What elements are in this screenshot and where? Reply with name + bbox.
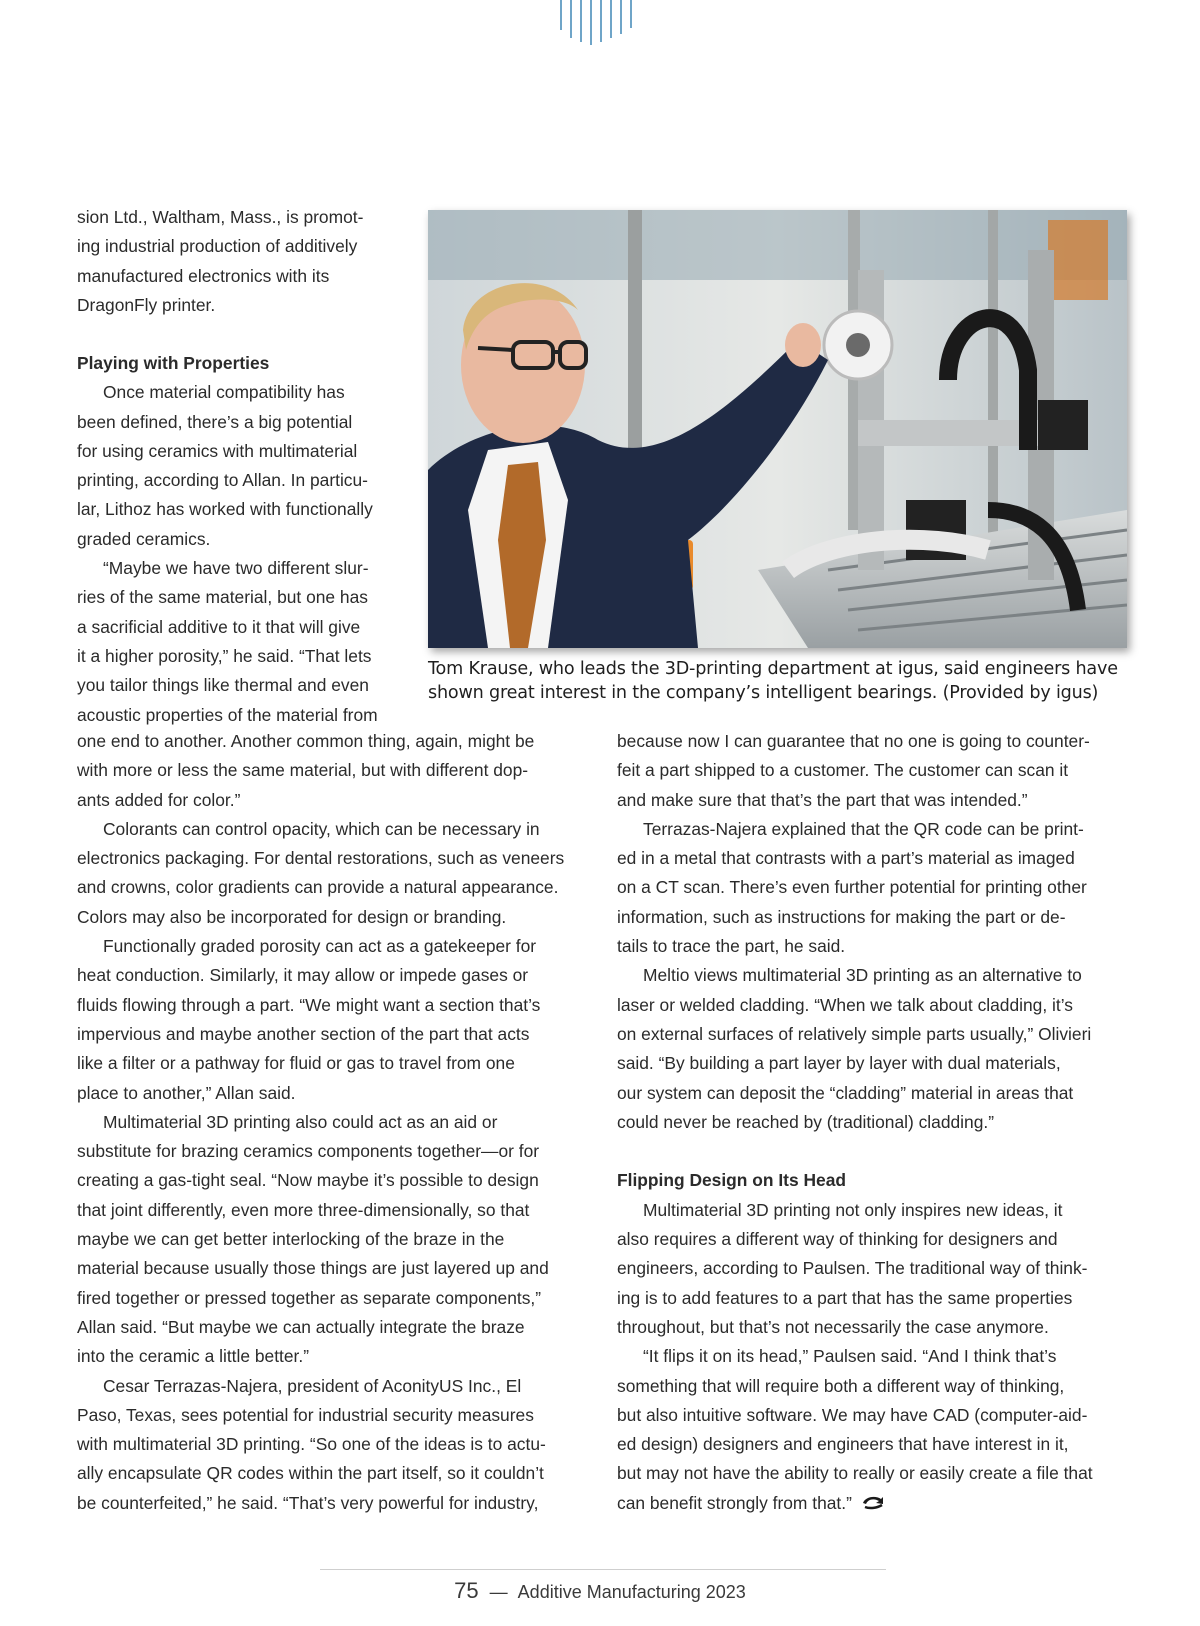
right-column (617, 727, 1157, 1518)
text-line: creating a gas-tight seal. “Now maybe it’s possible to design (77, 1170, 539, 1191)
text-line: it a higher porosity,” he said. “That lets (77, 645, 372, 666)
text-line: electronics packaging. For dental restorations, such as veneers (77, 848, 565, 869)
text-line: Multimaterial 3D printing not only inspires new ideas, it (643, 1199, 1063, 1220)
text-line: but also intuitive software. We may have CAD (computer-aid- (617, 1404, 1088, 1425)
text-line: substitute for brazing ceramics components together—or for (77, 1141, 540, 1162)
text-line: “It flips it on its head,” Paulsen said. “And I think that’s (643, 1346, 1057, 1367)
text-line: because now I can guarantee that no one is going to counter- (617, 731, 1090, 751)
text-line: acoustic properties of the material from (77, 704, 378, 725)
text-line: heat conduction. Similarly, it may allow or impede gases or (77, 965, 529, 986)
text-line: Allan said. “But maybe we can actually integrate the braze (77, 1316, 525, 1337)
text-line: engineers, according to Paulsen. The traditional way of think- (617, 1258, 1088, 1279)
page-footer (0, 1578, 1200, 1604)
text-line: Paso, Texas, sees potential for industrial security measures (77, 1404, 534, 1425)
text-line: ries of the same material, but one has (77, 587, 368, 608)
end-mark-icon (861, 1495, 885, 1511)
text-line: Colorants can control opacity, which can be necessary in (103, 818, 540, 839)
spacer (617, 1137, 1157, 1166)
text-line: material because usually those things are just layered up and (77, 1258, 549, 1279)
text-line: ed design) designers and engineers that have interest in it, (617, 1434, 1069, 1455)
text-line: been defined, there’s a big potential (77, 411, 353, 432)
text-line: printing, according to Allan. In particu- (77, 470, 368, 491)
text-line: lar, Lithoz has worked with functionally (77, 499, 373, 520)
footer-separator: — (489, 1582, 508, 1602)
text-line: maybe we can get better interlocking of the braze in the (77, 1229, 505, 1250)
text-line: information, such as instructions for making the part or de- (617, 906, 1066, 927)
text-line: tails to trace the part, he said. (617, 936, 846, 957)
text-line: manufactured electronics with its (77, 265, 330, 286)
text-line: into the ceramic a little better.” (77, 1346, 309, 1367)
section-heading: Flipping Design on Its Head (617, 1170, 846, 1191)
text-line: can benefit strongly from that.” (617, 1492, 852, 1513)
text-line: our system can deposit the “cladding” material in areas that (617, 1082, 1074, 1103)
section-heading: Playing with Properties (77, 353, 270, 373)
text-line: Colors may also be incorporated for design or branding. (77, 906, 507, 927)
photo-caption: Tom Krause, who leads the 3D-printing department at igus, said engineers have shown great interest in the company’s intelligent bearings. (Provided by igus) (428, 659, 1118, 703)
text-line: fired together or pressed together as separate components,” (77, 1287, 542, 1308)
text-line: like a filter or a pathway for fluid or gas to travel from one (77, 1053, 515, 1074)
top-decoration (560, 0, 640, 48)
section-playing-with-properties (77, 349, 422, 730)
text-line: with more or less the same material, but with different dop- (77, 760, 529, 781)
text-line: also requires a different way of thinking for designers and (617, 1229, 1058, 1250)
text-line: ing is to add features to a part that has the same properties (617, 1287, 1073, 1308)
text-line: ally encapsulate QR codes within the part itself, so it couldn’t (77, 1463, 544, 1484)
text-line: one end to another. Another common thing, again, might be (77, 731, 535, 751)
text-line: Functionally graded porosity can act as a gatekeeper for (103, 936, 537, 957)
text-line: Meltio views multimaterial 3D printing as an alternative to (643, 965, 1082, 986)
text-line: and make sure that that’s the part that was intended.” (617, 789, 1028, 810)
text-line: on a CT scan. There’s even further potential for printing other (617, 877, 1087, 898)
text-line: with multimaterial 3D printing. “So one of the ideas is to actu- (77, 1434, 546, 1455)
text-line: feit a part shipped to a customer. The customer can scan it (617, 760, 1069, 781)
footer-rule (320, 1569, 886, 1570)
text-line: be counterfeited,” he said. “That’s very powerful for industry, (77, 1492, 539, 1513)
left-column (77, 727, 587, 1518)
text-line: ing industrial production of additively (77, 236, 358, 257)
text-line: Multimaterial 3D printing also could act as an aid or (103, 1111, 498, 1132)
text-line: and crowns, color gradients can provide a natural appearance. (77, 877, 559, 898)
text-line: sion Ltd., Waltham, Mass., is promot- (77, 207, 364, 227)
text-line: graded ceramics. (77, 528, 211, 549)
text-line: impervious and maybe another section of the part that acts (77, 1023, 530, 1044)
text-line: fluids flowing through a part. “We might want a section that’s (77, 994, 541, 1015)
text-line: place to another,” Allan said. (77, 1082, 296, 1103)
text-line: Terrazas-Najera explained that the QR code can be print- (643, 818, 1084, 839)
text-line: DragonFly printer. (77, 294, 216, 315)
publication-name: Additive Manufacturing 2023 (517, 1582, 746, 1602)
text-line: on external surfaces of relatively simple parts usually,” Olivieri (617, 1023, 1092, 1044)
photo-illustration (428, 210, 1127, 648)
text-line: ed in a metal that contrasts with a part’s material as imaged (617, 848, 1075, 869)
text-line: that joint differently, even more three-dimensionally, so that (77, 1199, 530, 1220)
text-line: laser or welded cladding. “When we talk about cladding, it’s (617, 994, 1073, 1015)
text-line: “Maybe we have two different slur- (103, 558, 369, 579)
text-line: but may not have the ability to really or easily create a file that (617, 1463, 1093, 1484)
text-line: Cesar Terrazas-Najera, president of AconityUS Inc., El (103, 1375, 522, 1396)
photo (428, 210, 1127, 648)
text-line: throughout, but that’s not necessarily the case anymore. (617, 1316, 1049, 1337)
text-line: a sacrificial additive to it that will give (77, 616, 361, 637)
text-line: something that will require both a different way of thinking, (617, 1375, 1065, 1396)
text-line: you tailor things like thermal and even (77, 675, 369, 696)
intro-paragraph (77, 203, 417, 320)
page-number: 75 (454, 1578, 479, 1603)
text-line: said. “By building a part layer by layer with dual materials, (617, 1053, 1061, 1074)
text-line: for using ceramics with multimaterial (77, 440, 358, 461)
text-line: could never be reached by (traditional) cladding.” (617, 1111, 995, 1132)
text-line: ants added for color.” (77, 789, 241, 810)
last-line (617, 1489, 1157, 1518)
text-line: Once material compatibility has (103, 382, 345, 403)
